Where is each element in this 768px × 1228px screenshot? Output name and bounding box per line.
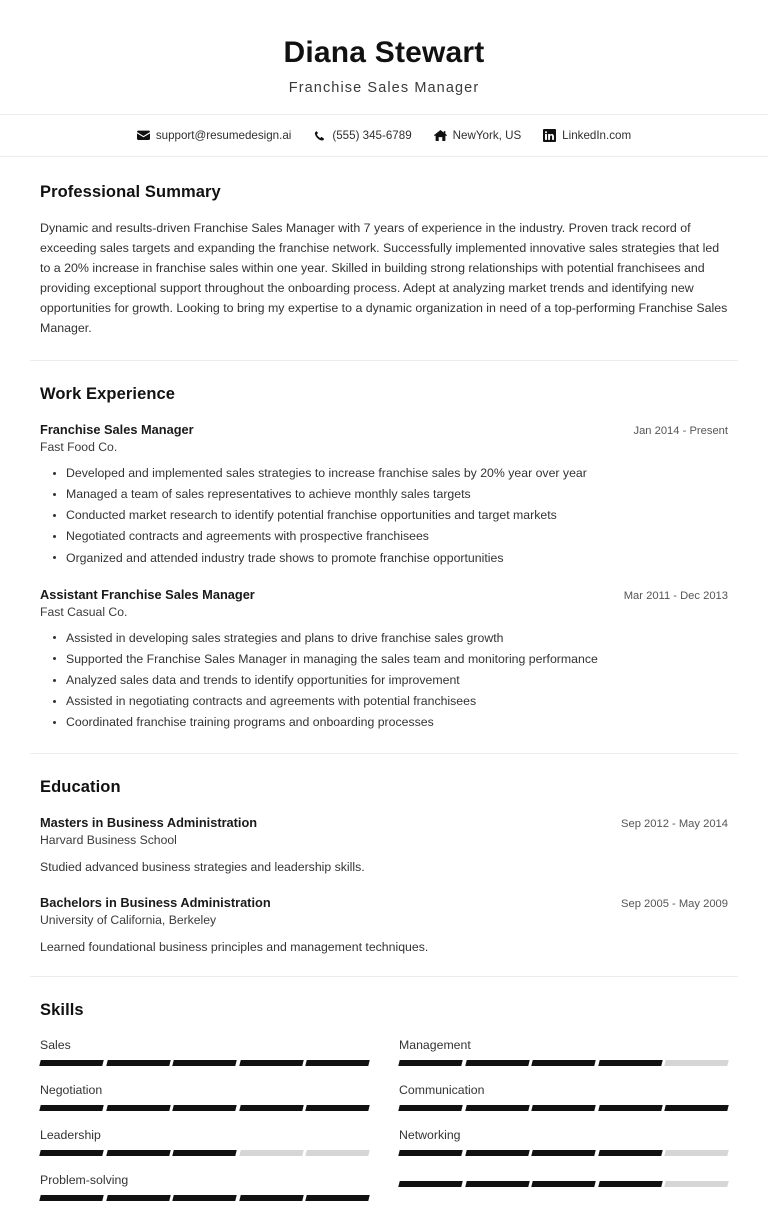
education-degree: Masters in Business Administration <box>40 815 258 831</box>
skill-level-segment <box>106 1060 170 1066</box>
skill-level-bar <box>399 1150 728 1156</box>
skill-level-segment <box>598 1181 662 1187</box>
list-item: Supported the Franchise Sales Manager in managing the sales team and monitoring performance <box>66 649 728 670</box>
list-item: Negotiated contracts and agreements with prospective franchisees <box>66 526 728 547</box>
education-degree: Bachelors in Business Administration <box>40 894 271 910</box>
resume-header <box>0 0 768 114</box>
skill-level-segment <box>172 1195 236 1201</box>
experience-entry <box>40 422 728 569</box>
skill-level-segment <box>39 1105 103 1111</box>
skills-section <box>0 977 768 1228</box>
skill-level-bar <box>40 1195 369 1201</box>
education-description: Learned foundational business principles and management techniques. <box>40 939 429 954</box>
skill-level-bar <box>399 1060 728 1066</box>
contact-phone[interactable] <box>313 129 411 142</box>
skill-level-segment <box>106 1150 170 1156</box>
skill-item <box>399 1173 728 1218</box>
skill-level-segment <box>598 1060 662 1066</box>
skill-level-segment <box>39 1195 103 1201</box>
skill-level-bar <box>399 1181 728 1187</box>
experience-entry-header <box>40 587 728 602</box>
skill-item <box>399 1128 728 1173</box>
skill-level-segment <box>665 1150 729 1156</box>
skill-name: Management <box>399 1038 471 1053</box>
skill-level-segment <box>306 1150 370 1156</box>
skill-level-segment <box>598 1105 662 1111</box>
skill-level-segment <box>531 1105 595 1111</box>
skills-grid <box>40 1038 728 1218</box>
education-school: University of California, Berkeley <box>40 912 217 927</box>
skill-level-segment <box>172 1060 236 1066</box>
summary-section-title: Professional Summary <box>40 182 221 201</box>
linkedin-icon <box>543 129 556 142</box>
contact-email[interactable] <box>137 129 292 142</box>
skill-level-segment <box>172 1105 236 1111</box>
skill-level-segment <box>665 1105 729 1111</box>
skill-level-segment <box>465 1181 529 1187</box>
work-experience-section <box>0 361 768 753</box>
skill-level-segment <box>306 1105 370 1111</box>
skill-name: Sales <box>40 1038 71 1053</box>
skill-name: Problem-solving <box>40 1173 129 1188</box>
education-date: Sep 2005 - May 2009 <box>621 897 728 910</box>
skill-level-segment <box>398 1105 462 1111</box>
skill-level-segment <box>39 1060 103 1066</box>
skill-level-segment <box>465 1105 529 1111</box>
experience-entry-header <box>40 422 728 437</box>
skills-section-title: Skills <box>40 1001 84 1020</box>
skill-name: Networking <box>399 1128 461 1143</box>
experience-role: Assistant Franchise Sales Manager <box>40 586 255 602</box>
skill-level-segment <box>598 1150 662 1156</box>
summary-text: Dynamic and results-driven Franchise Sales Manager with 7 years of experience in the industry. Proven track record of exceeding sales targets and expanding the franchise network. Successfully implemented innovative sales strategies that led to a 20% increase in franchise sales within one year. Skilled in building strong relationships with potential franchisees and providing exceptional support throughout the onboarding process. Adept at analyzing market trends and identifying new opportunities for growth. Looking to bring my expertise to a dynamic organization in need of a top-performing Franchise Sales Manager. <box>40 220 728 335</box>
skill-item <box>399 1083 728 1128</box>
home-icon <box>434 129 447 142</box>
skill-level-segment <box>106 1105 170 1111</box>
education-entry <box>40 895 728 956</box>
candidate-job-title: Franchise Sales Manager <box>288 79 480 96</box>
skill-level-segment <box>306 1195 370 1201</box>
list-item: Managed a team of sales representatives to achieve monthly sales targets <box>66 484 728 505</box>
skill-item <box>40 1173 369 1218</box>
skill-level-segment <box>665 1181 729 1187</box>
skill-level-segment <box>531 1150 595 1156</box>
skill-level-segment <box>39 1150 103 1156</box>
skill-level-segment <box>398 1150 462 1156</box>
experience-role: Franchise Sales Manager <box>40 422 194 438</box>
education-section <box>0 754 768 976</box>
phone-icon <box>313 129 326 142</box>
skill-level-bar <box>40 1150 369 1156</box>
education-entry-header <box>40 895 728 910</box>
experience-date: Jan 2014 - Present <box>633 425 728 438</box>
skill-level-segment <box>306 1060 370 1066</box>
education-entry <box>40 815 728 876</box>
education-section-title: Education <box>40 778 121 797</box>
education-entry-header <box>40 815 728 830</box>
skill-name: Communication <box>399 1083 485 1098</box>
experience-section-title: Work Experience <box>40 385 176 404</box>
list-item: Organized and attended industry trade shows to promote franchise opportunities <box>66 548 728 569</box>
skill-name: Leadership <box>40 1128 101 1143</box>
experience-date: Mar 2011 - Dec 2013 <box>623 589 728 602</box>
skill-level-segment <box>465 1150 529 1156</box>
education-description: Studied advanced business strategies and leadership skills. <box>40 860 365 875</box>
skill-level-segment <box>239 1150 303 1156</box>
professional-summary-section <box>0 157 768 361</box>
skill-level-bar <box>40 1105 369 1111</box>
skill-level-segment <box>665 1060 729 1066</box>
candidate-name: Diana Stewart <box>283 36 485 69</box>
list-item: Coordinated franchise training programs and onboarding processes <box>66 712 728 733</box>
experience-bullet-list <box>40 463 728 569</box>
skill-level-segment <box>465 1060 529 1066</box>
contact-linkedin-label: LinkedIn.com <box>562 128 632 142</box>
list-item: Analyzed sales data and trends to identify opportunities for improvement <box>66 670 728 691</box>
contact-email-label: support@resumedesign.ai <box>155 128 292 142</box>
skill-level-segment <box>398 1181 462 1187</box>
list-item: Assisted in negotiating contracts and agreements with potential franchisees <box>66 691 728 712</box>
skill-item <box>40 1083 369 1128</box>
skill-level-segment <box>106 1195 170 1201</box>
skill-level-segment <box>398 1060 462 1066</box>
experience-bullet-list <box>40 628 728 734</box>
list-item: Assisted in developing sales strategies and plans to drive franchise sales growth <box>66 628 728 649</box>
list-item: Developed and implemented sales strategies to increase franchise sales by 20% year over year <box>66 463 728 484</box>
experience-entry <box>40 587 728 734</box>
skill-level-segment <box>239 1105 303 1111</box>
skill-level-segment <box>531 1181 595 1187</box>
skill-level-bar <box>399 1105 728 1111</box>
education-date: Sep 2012 - May 2014 <box>621 818 728 831</box>
list-item: Conducted market research to identify potential franchise opportunities and target markets <box>66 505 728 526</box>
skill-item <box>399 1038 728 1083</box>
skill-level-segment <box>172 1150 236 1156</box>
contact-bar <box>0 114 768 157</box>
skill-item <box>40 1128 369 1173</box>
skill-level-segment <box>531 1060 595 1066</box>
skill-level-bar <box>40 1060 369 1066</box>
contact-phone-label: (555) 345-6789 <box>332 128 412 142</box>
contact-location-label: NewYork, US <box>452 128 522 142</box>
education-school: Harvard Business School <box>40 833 177 848</box>
contact-location[interactable] <box>434 129 522 142</box>
skill-level-segment <box>239 1060 303 1066</box>
skill-level-segment <box>239 1195 303 1201</box>
contact-linkedin[interactable] <box>543 129 631 142</box>
skill-item <box>40 1038 369 1083</box>
experience-organization: Fast Casual Co. <box>40 604 128 619</box>
skill-name: Negotiation <box>40 1083 103 1098</box>
experience-organization: Fast Food Co. <box>40 440 118 455</box>
envelope-icon <box>137 129 150 142</box>
